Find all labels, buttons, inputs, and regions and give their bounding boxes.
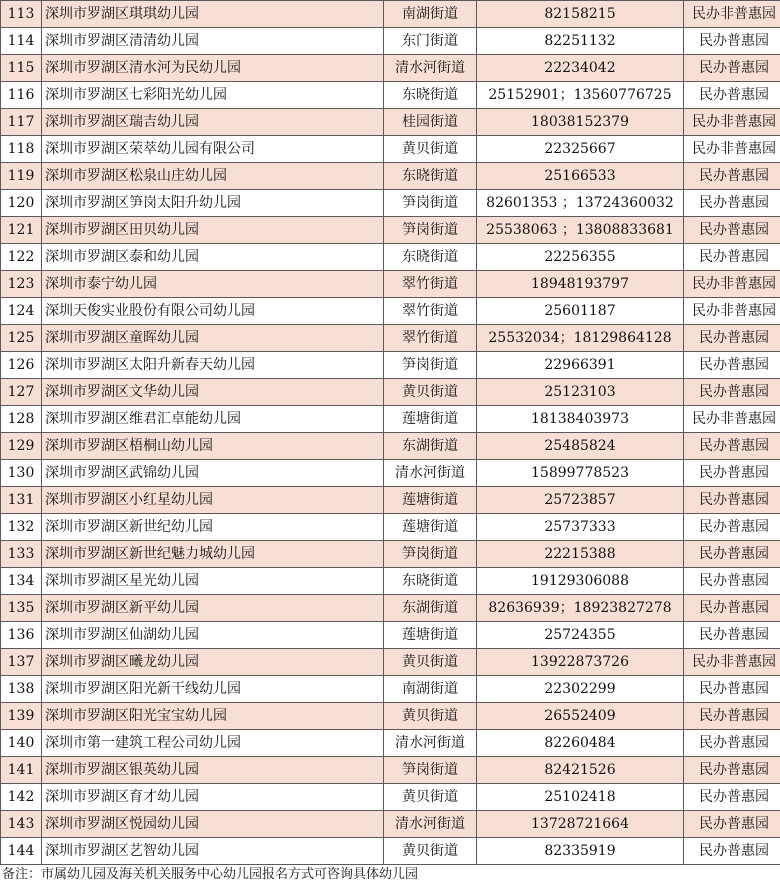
- row-number-cell: 132: [1, 514, 42, 541]
- phone-cell: 25538063 ；13808833681: [477, 217, 684, 244]
- table-row: [1, 541, 780, 568]
- kindergarten-name-cell: 深圳市罗湖区瑞吉幼儿园: [42, 109, 384, 136]
- table-row: [1, 649, 780, 676]
- table-row: [1, 595, 780, 622]
- type-cell: 民办普惠园: [684, 55, 780, 82]
- row-number-cell: 130: [1, 460, 42, 487]
- type-cell: 民办普惠园: [684, 838, 780, 865]
- street-cell: 清水河街道: [384, 730, 477, 757]
- kindergarten-name-cell: 深圳市罗湖区阳光宝宝幼儿园: [42, 703, 384, 730]
- type-cell: 民办普惠园: [684, 541, 780, 568]
- kindergarten-name-cell: 深圳市罗湖区曦龙幼儿园: [42, 649, 384, 676]
- phone-cell: 22325667: [477, 136, 684, 163]
- kindergarten-name-cell: 深圳市罗湖区新世纪幼儿园: [42, 514, 384, 541]
- kindergarten-name-cell: 深圳市罗湖区泰和幼儿园: [42, 244, 384, 271]
- row-number-cell: 135: [1, 595, 42, 622]
- phone-cell: 25123103: [477, 379, 684, 406]
- phone-cell: 82158215: [477, 1, 684, 28]
- row-number-cell: 144: [1, 838, 42, 865]
- row-number-cell: 125: [1, 325, 42, 352]
- table-body: [1, 1, 780, 865]
- street-cell: 笋岗街道: [384, 352, 477, 379]
- type-cell: 民办普惠园: [684, 82, 780, 109]
- type-cell: 民办普惠园: [684, 325, 780, 352]
- phone-cell: 82636939；18923827278: [477, 595, 684, 622]
- kindergarten-name-cell: 深圳市罗湖区艺智幼儿园: [42, 838, 384, 865]
- kindergarten-name-cell: 深圳市第一建筑工程公司幼儿园: [42, 730, 384, 757]
- table-row: [1, 217, 780, 244]
- row-number-cell: 119: [1, 163, 42, 190]
- type-cell: 民办普惠园: [684, 217, 780, 244]
- phone-cell: 22302299: [477, 676, 684, 703]
- type-cell: 民办非普惠园: [684, 109, 780, 136]
- table-row: [1, 406, 780, 433]
- row-number-cell: 123: [1, 271, 42, 298]
- table-row: [1, 514, 780, 541]
- kindergarten-name-cell: 深圳市罗湖区育才幼儿园: [42, 784, 384, 811]
- type-cell: 民办普惠园: [684, 676, 780, 703]
- street-cell: 东晓街道: [384, 82, 477, 109]
- kindergarten-name-cell: 深圳市罗湖区田贝幼儿园: [42, 217, 384, 244]
- type-cell: 民办普惠园: [684, 784, 780, 811]
- type-cell: 民办普惠园: [684, 730, 780, 757]
- row-number-cell: 128: [1, 406, 42, 433]
- table-row: [1, 811, 780, 838]
- table-row: [1, 109, 780, 136]
- row-number-cell: 142: [1, 784, 42, 811]
- row-number-cell: 118: [1, 136, 42, 163]
- street-cell: 黄贝街道: [384, 379, 477, 406]
- phone-cell: 82260484: [477, 730, 684, 757]
- street-cell: 南湖街道: [384, 1, 477, 28]
- street-cell: 笋岗街道: [384, 541, 477, 568]
- kindergarten-name-cell: 深圳市罗湖区银英幼儿园: [42, 757, 384, 784]
- street-cell: 东湖街道: [384, 433, 477, 460]
- type-cell: 民办普惠园: [684, 703, 780, 730]
- street-cell: 莲塘街道: [384, 406, 477, 433]
- row-number-cell: 141: [1, 757, 42, 784]
- type-cell: 民办普惠园: [684, 514, 780, 541]
- type-cell: 民办非普惠园: [684, 1, 780, 28]
- street-cell: 莲塘街道: [384, 622, 477, 649]
- table-row: [1, 298, 780, 325]
- street-cell: 南湖街道: [384, 676, 477, 703]
- type-cell: 民办普惠园: [684, 757, 780, 784]
- table-row: [1, 676, 780, 703]
- phone-cell: 25152901；13560776725: [477, 82, 684, 109]
- type-cell: 民办普惠园: [684, 568, 780, 595]
- street-cell: 桂园街道: [384, 109, 477, 136]
- kindergarten-name-cell: 深圳市罗湖区新平幼儿园: [42, 595, 384, 622]
- phone-cell: 82251132: [477, 28, 684, 55]
- kindergarten-name-cell: 深圳市罗湖区武锦幼儿园: [42, 460, 384, 487]
- street-cell: 笋岗街道: [384, 217, 477, 244]
- street-cell: 翠竹街道: [384, 325, 477, 352]
- kindergarten-name-cell: 深圳市罗湖区笋岗太阳升幼儿园: [42, 190, 384, 217]
- phone-cell: 25166533: [477, 163, 684, 190]
- table-row: [1, 703, 780, 730]
- type-cell: 民办普惠园: [684, 460, 780, 487]
- kindergarten-name-cell: 深圳市罗湖区小红星幼儿园: [42, 487, 384, 514]
- kindergarten-name-cell: 深圳市罗湖区荣萃幼儿园有限公司: [42, 136, 384, 163]
- table-row: [1, 433, 780, 460]
- type-cell: 民办普惠园: [684, 595, 780, 622]
- kindergarten-name-cell: 深圳市罗湖区琪琪幼儿园: [42, 1, 384, 28]
- street-cell: 翠竹街道: [384, 271, 477, 298]
- kindergarten-name-cell: 深圳市罗湖区阳光新干线幼儿园: [42, 676, 384, 703]
- table-row: [1, 487, 780, 514]
- phone-cell: 22215388: [477, 541, 684, 568]
- row-number-cell: 131: [1, 487, 42, 514]
- table-row: [1, 136, 780, 163]
- type-cell: 民办非普惠园: [684, 298, 780, 325]
- table-row: [1, 271, 780, 298]
- kindergarten-name-cell: 深圳市罗湖区清清幼儿园: [42, 28, 384, 55]
- kindergarten-name-cell: 深圳市罗湖区梧桐山幼儿园: [42, 433, 384, 460]
- row-number-cell: 113: [1, 1, 42, 28]
- street-cell: 东晓街道: [384, 163, 477, 190]
- kindergarten-name-cell: 深圳市罗湖区新世纪魅力城幼儿园: [42, 541, 384, 568]
- street-cell: 黄贝街道: [384, 136, 477, 163]
- table-row: [1, 784, 780, 811]
- table-row: [1, 379, 780, 406]
- row-number-cell: 127: [1, 379, 42, 406]
- phone-cell: 25723857: [477, 487, 684, 514]
- row-number-cell: 134: [1, 568, 42, 595]
- type-cell: 民办普惠园: [684, 352, 780, 379]
- street-cell: 清水河街道: [384, 811, 477, 838]
- kindergarten-name-cell: 深圳市罗湖区维君汇卓能幼儿园: [42, 406, 384, 433]
- table-row: [1, 82, 780, 109]
- phone-cell: 25737333: [477, 514, 684, 541]
- table-row: [1, 1, 780, 28]
- type-cell: 民办普惠园: [684, 244, 780, 271]
- row-number-cell: 116: [1, 82, 42, 109]
- street-cell: 翠竹街道: [384, 298, 477, 325]
- row-number-cell: 124: [1, 298, 42, 325]
- row-number-cell: 140: [1, 730, 42, 757]
- street-cell: 黄贝街道: [384, 784, 477, 811]
- phone-cell: 25485824: [477, 433, 684, 460]
- street-cell: 东晓街道: [384, 244, 477, 271]
- table-row: [1, 352, 780, 379]
- kindergarten-name-cell: 深圳市罗湖区太阳升新春天幼儿园: [42, 352, 384, 379]
- phone-cell: 82421526: [477, 757, 684, 784]
- row-number-cell: 114: [1, 28, 42, 55]
- row-number-cell: 122: [1, 244, 42, 271]
- street-cell: 黄贝街道: [384, 838, 477, 865]
- street-cell: 黄贝街道: [384, 649, 477, 676]
- row-number-cell: 120: [1, 190, 42, 217]
- phone-cell: 18948193797: [477, 271, 684, 298]
- type-cell: 民办普惠园: [684, 811, 780, 838]
- phone-cell: 25102418: [477, 784, 684, 811]
- street-cell: 笋岗街道: [384, 757, 477, 784]
- type-cell: 民办普惠园: [684, 163, 780, 190]
- phone-cell: 18138403973: [477, 406, 684, 433]
- table-row: [1, 28, 780, 55]
- street-cell: 东湖街道: [384, 595, 477, 622]
- row-number-cell: 138: [1, 676, 42, 703]
- street-cell: 东晓街道: [384, 568, 477, 595]
- table-row: [1, 622, 780, 649]
- row-number-cell: 129: [1, 433, 42, 460]
- table-row: [1, 757, 780, 784]
- phone-cell: 25532034；18129864128: [477, 325, 684, 352]
- kindergarten-name-cell: 深圳市罗湖区七彩阳光幼儿园: [42, 82, 384, 109]
- street-cell: 清水河街道: [384, 55, 477, 82]
- street-cell: 清水河街道: [384, 460, 477, 487]
- row-number-cell: 137: [1, 649, 42, 676]
- table-row: [1, 460, 780, 487]
- phone-cell: 22256355: [477, 244, 684, 271]
- street-cell: 黄贝街道: [384, 703, 477, 730]
- kindergarten-name-cell: 深圳市罗湖区松泉山庄幼儿园: [42, 163, 384, 190]
- phone-cell: 13922873726: [477, 649, 684, 676]
- street-cell: 笋岗街道: [384, 190, 477, 217]
- table-row: [1, 190, 780, 217]
- kindergarten-name-cell: 深圳市罗湖区清水河为民幼儿园: [42, 55, 384, 82]
- kindergarten-name-cell: 深圳市罗湖区文华幼儿园: [42, 379, 384, 406]
- phone-cell: 19129306088: [477, 568, 684, 595]
- kindergarten-name-cell: 深圳市罗湖区童晖幼儿园: [42, 325, 384, 352]
- kindergarten-name-cell: 深圳市罗湖区星光幼儿园: [42, 568, 384, 595]
- row-number-cell: 117: [1, 109, 42, 136]
- row-number-cell: 143: [1, 811, 42, 838]
- table-row: [1, 568, 780, 595]
- type-cell: 民办普惠园: [684, 190, 780, 217]
- phone-cell: 22966391: [477, 352, 684, 379]
- row-number-cell: 126: [1, 352, 42, 379]
- row-number-cell: 136: [1, 622, 42, 649]
- kindergarten-name-cell: 深圳市罗湖区仙湖幼儿园: [42, 622, 384, 649]
- type-cell: 民办非普惠园: [684, 406, 780, 433]
- phone-cell: 13728721664: [477, 811, 684, 838]
- phone-cell: 22234042: [477, 55, 684, 82]
- type-cell: 民办非普惠园: [684, 649, 780, 676]
- type-cell: 民办非普惠园: [684, 271, 780, 298]
- kindergarten-name-cell: 深圳市泰宁幼儿园: [42, 271, 384, 298]
- street-cell: 莲塘街道: [384, 514, 477, 541]
- kindergarten-name-cell: 深圳市罗湖区悦园幼儿园: [42, 811, 384, 838]
- row-number-cell: 121: [1, 217, 42, 244]
- street-cell: 莲塘街道: [384, 487, 477, 514]
- type-cell: 民办普惠园: [684, 379, 780, 406]
- phone-cell: 15899778523: [477, 460, 684, 487]
- phone-cell: 25724355: [477, 622, 684, 649]
- phone-cell: 25601187: [477, 298, 684, 325]
- phone-cell: 18038152379: [477, 109, 684, 136]
- kindergarten-name-cell: 深圳天俊实业股份有限公司幼儿园: [42, 298, 384, 325]
- table-row: [1, 838, 780, 865]
- row-number-cell: 115: [1, 55, 42, 82]
- street-cell: 东门街道: [384, 28, 477, 55]
- footnote: 备注：市属幼儿园及海关机关服务中心幼儿园报名方式可咨询具体幼儿园: [2, 867, 419, 882]
- type-cell: 民办普惠园: [684, 622, 780, 649]
- row-number-cell: 139: [1, 703, 42, 730]
- table-row: [1, 730, 780, 757]
- phone-cell: 82335919: [477, 838, 684, 865]
- type-cell: 民办普惠园: [684, 28, 780, 55]
- table-row: [1, 325, 780, 352]
- type-cell: 民办普惠园: [684, 487, 780, 514]
- row-number-cell: 133: [1, 541, 42, 568]
- type-cell: 民办非普惠园: [684, 136, 780, 163]
- phone-cell: 26552409: [477, 703, 684, 730]
- type-cell: 民办普惠园: [684, 433, 780, 460]
- phone-cell: 82601353 ；13724360032: [477, 190, 684, 217]
- table-row: [1, 55, 780, 82]
- table-row: [1, 244, 780, 271]
- table-row: [1, 163, 780, 190]
